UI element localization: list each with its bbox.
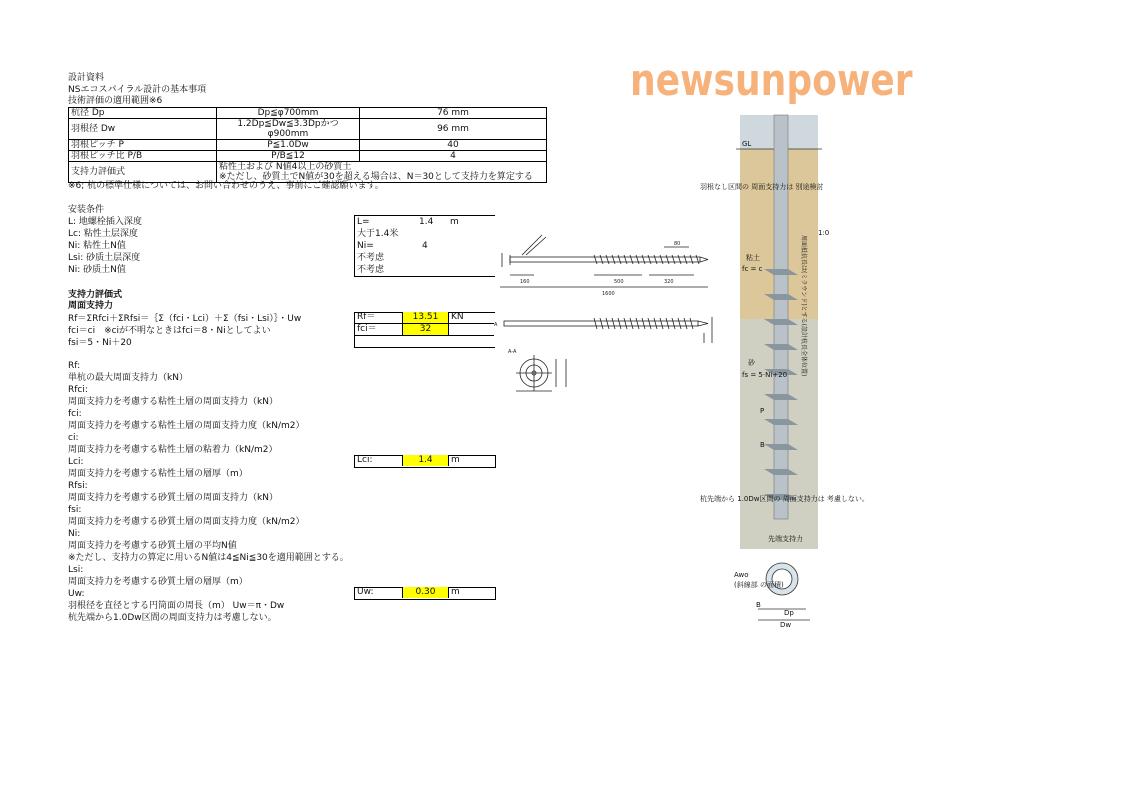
side-text: 周面抵抗長は(ミラウンド)とする(設計杭長全体位置) [800,235,807,377]
install-label: Ni: 砂质土N值 [68,265,126,275]
table-cell: 羽根ピッチ比 P/B [69,151,217,162]
soil-diagram [698,115,869,635]
table-cell: 76 mm [360,108,547,119]
clay-formula: fc = c [742,265,763,273]
def-line: fci: [68,409,82,419]
table-cell: ※ただし、砂質土でN値が30を超える場合は、N＝30として支持力を算定する [217,172,547,183]
dim-label: 80 [674,241,681,247]
table-cell: P≦1.0Dw [217,140,360,151]
note-top: 羽根なし区間の 周面支持力は 別途検討 [700,183,824,191]
Lsi-value[interactable]: 不考虑 [357,253,385,263]
table-row [69,119,547,140]
note-bottom: 杭先端から 1.0Dw区間の 周面支持力は 考慮しない。 [700,495,869,503]
def-line: 周面支持力を考慮する粘性土層の周面支持力度（kN/m2） [68,421,305,431]
def-line: 杭先端から1.0Dw区間の周面支持力は考慮しない。 [68,613,277,623]
def-line: ※ただし、支持力の算定に用いるN値は4≦Ni≦30を適用範囲とする。 [68,553,349,563]
helix-blades [594,255,699,264]
table-row [69,108,547,119]
Lc-value[interactable]: 大于1.4米 [357,229,399,239]
L-unit: m [450,217,459,227]
def-line: Ni: [68,529,81,539]
def-line: 単杭の最大周面支持力（kN） [68,373,188,383]
def-line: Rfsi: [68,481,88,491]
table-cell: 羽根ピッチ P [69,140,217,151]
table-row [69,162,547,173]
def-line: 羽根径を直径とする円筒面の周長（m） Uw＝π・Dw [68,601,285,611]
section-mark: A [494,322,498,328]
L-value[interactable]: 1.4 [419,217,434,227]
def-line: 周面支持力を考慮する砂質土層の周面支持力（kN） [68,493,278,503]
ratio-label: 1:0 [818,229,830,237]
formula-eq2: fci＝ci ※ciが不明なときはfci＝8・Niとしてよい [68,326,271,336]
pile-shaft [774,115,788,519]
Rf-label: Rf＝ [357,312,376,322]
pitch-label: P [760,407,765,415]
footnote: ※6; 杭の標準仕様については、お問い合わせのうえ、事前にご確認願います。 [68,181,384,191]
blade-label: B [760,441,765,449]
install-label: Lsi: 砂质土层深度 [68,253,141,263]
dim-label: 1600 [602,291,615,297]
def-line: Rfci: [68,385,88,395]
def-line: 周面支持力を考慮する粘性土層の周面支持力（kN） [68,397,278,407]
formula-eq3: fsi＝5・Ni＋20 [68,338,132,348]
def-line: Lsi: [68,565,84,575]
formula-eq1: Rf＝ΣRfci＋ΣRfsi＝｛Σ（fci・Lci）＋Σ（fsi・Lsi）｝・Uw [68,314,302,324]
table-cell: 4 [360,151,547,162]
L-label: L= [357,217,370,227]
Uw-value[interactable]: 0.30 [402,587,449,598]
Rf-unit: KN [451,312,464,322]
gl-label: GL [742,140,752,148]
pile-drawing [494,225,724,405]
awo-note: (斜線部 の面積) [734,581,784,589]
table-cell: 1.2Dp≦Dw≦3.3Dpかつφ900mm [217,119,360,140]
table-cell: 粘性土および N値4以上の砂質土 [217,162,547,173]
def-line: Uw: [68,589,85,599]
dim-label: 160 [520,279,530,285]
b-label: B [756,601,761,609]
sand-label: 砂 [748,359,755,367]
fci-label: fci＝ [357,324,377,334]
Lci-unit: m [451,455,460,465]
awo-label: Awo [734,571,749,579]
doc-section-label: 技術評価の適用範囲※6 [68,96,163,106]
divider [354,335,494,336]
table-row [69,140,547,151]
dw-label: Dw [780,621,792,629]
table-cell: 40 [360,140,547,151]
Lci-value[interactable]: 1.4 [402,455,449,466]
section-label: A-A [508,349,517,355]
dp-label: Dp [784,609,794,617]
dim-label: 500 [614,279,624,285]
doc-title: 設計資料 [68,73,105,83]
Ni2-value[interactable]: 不考虑 [357,265,385,275]
Rf-value[interactable]: 13.51 [402,312,449,323]
brand-logo: newsunpower [630,55,913,106]
table-row [69,151,547,162]
fci-value[interactable]: 32 [402,324,449,335]
table-cell: 96 mm [360,119,547,140]
pile-shaft [510,257,700,262]
def-line: 周面支持力を考慮する砂質土層の平均N値 [68,541,237,551]
def-line: 周面支持力を考慮する粘性土層の層厚（m） [68,469,248,479]
tip-label: 先端支持力 [768,535,803,543]
Uw-unit: m [451,587,460,597]
def-line: 周面支持力を考慮する砂質土層の層厚（m） [68,577,248,587]
formula-title: 支持力評価式 [68,290,123,300]
table-cell: Dp≦φ700mm [217,108,360,119]
sand-formula: fs = 5·Ni+20 [742,371,788,379]
install-label: Ni: 粘性土N值 [68,241,126,251]
Ni-value[interactable]: 4 [422,241,428,251]
clay-label: 粘土 [746,254,760,262]
def-line: 周面支持力を考慮する砂質土層の周面支持力度（kN/m2） [68,517,305,527]
formula-subtitle: 周面支持力 [68,301,114,311]
table-cell: 支持力評価式 [69,162,217,183]
def-line: ci: [68,433,79,443]
def-line: Rf: [68,361,81,371]
doc-subtitle: NSエコスパイラル設計の基本事項 [68,85,207,95]
def-line: Lci: [68,457,84,467]
Lci-label: Lci: [357,455,373,465]
spec-table [68,107,547,183]
install-title: 安装条件 [68,205,105,215]
install-label: L: 地螺栓插入深度 [68,217,142,227]
table-cell: 杭径 Dp [69,108,217,119]
def-line: 周面支持力を考慮する粘性土層の粘着力（kN/m2） [68,445,278,455]
install-label: Lc: 粘性土层深度 [68,229,138,239]
table-cell: P/B≦12 [217,151,360,162]
Ni-label: Ni= [357,241,374,251]
table-cell: 羽根径 Dw [69,119,217,140]
dim-label: 320 [664,279,674,285]
Uw-label: Uw: [357,587,374,597]
def-line: fsi: [68,505,82,515]
